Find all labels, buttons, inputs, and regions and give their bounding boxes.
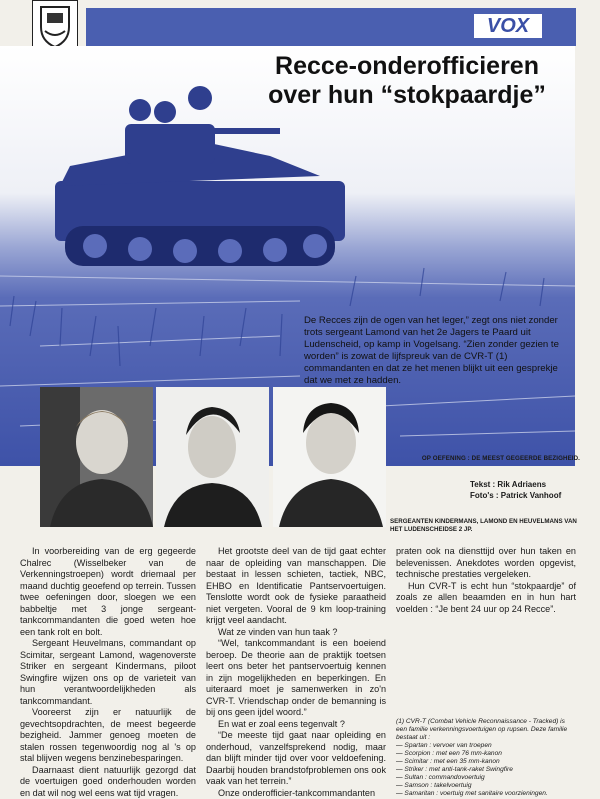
paragraph: “De meeste tijd gaat naar opleiding en onderhoud, vanzelfsprekend nodig, maar dan blijft minder tijd over voor veldoefening. Daarbij houden brandstofproblemen ons ook vaak van het terrein.” [206,730,386,788]
list-item: — Scimitar : met een 35 mm-kanon [396,758,576,766]
paragraph: Het grootste deel van de tijd gaat echter naar de opleiding van manschappen. Die bestaat in lessen schieten, tactiek, NBC, EHBO en Identificatie Pantservoertuigen. Tenslotte wordt ook de fysieke paraatheid niet vergeten. Vooral de 9 km loop-training krijgt veel aandacht. [206,546,386,627]
paragraph: Onze onderofficier-tankcommandanten [206,788,386,799]
headline-line-2: over hun “stokpaardje” [242,81,572,110]
intro-paragraph: De Recces zijn de ogen van het leger,” zegt ons niet zonder trots sergeant Lamond van het 2e Jagers te Paard uit Ludenscheid, op kamp in Vogelsang. “Zien zonder gezien te worden” is zowat de lijfspreuk van de CVR-T (1) commandanten en dat ze het menen blijkt uit een gesprekje dat we met ze hadden. [304,315,564,387]
vox-logo: VOX [474,14,542,38]
article-column-1 [20,546,196,799]
paragraph: En wat er zoal eens tegenvalt ? [206,719,386,731]
list-item: — Spartan : vervoer van troepen [396,742,576,750]
paragraph: Daarnaast dient natuurlijk gezorgd dat de voertuigen goed onderhouden worden en dat wil nog wel eens wat tijd vragen. [20,765,196,799]
credits [470,479,580,501]
list-item: — Samson : takelvoertuig [396,782,576,790]
headline [242,52,572,110]
portrait-photo-heuvelmans [273,387,386,527]
paragraph: “Wel, tankcommandant is een boeiend beroep. De theorie aan de praktijk toetsen leert ons beter het pantservoertuig kennen in zijn mogelijkheden en beperkingen. En uiteraard moet je samenwerken in zo'n CVR-T. Vriendschap onder de bemanning is bij ons geen ijdel woord.” [206,638,386,719]
headline-line-1: Recce-onderofficieren [242,52,572,81]
paragraph: Hun CVR-T is echt hun “stokpaardje” of zoals ze allen beaamden en in hun hart voelden : “Je bent 24 uur op 24 Recce”. [396,581,576,616]
list-item: — Striker : met anti-tank-raket Swingfire [396,766,576,774]
article-column-3 [396,546,576,615]
paragraph: Sergeant Heuvelmans, commandant op Scimitar, sergeant Lamond, wagenoverste Striker en sergeant Kindermans, piloot Swingfire wijzen ons op de varieteit van hun verantwoordelijkheden als tankcommandant. [20,638,196,707]
portrait-photo-lamond [156,387,269,527]
footnote-intro: (1) CVR-T (Combat Vehicle Reconnaissance - Tracked) is een familie verkenningsvoertuigen op rupsen. Deze familie bestaat uit : [396,718,576,742]
paragraph: praten ook na diensttijd over hun taken en belevenissen. Anekdotes worden opgevist, technische prestaties vergeleken. [396,546,576,581]
portrait-caption: SERGEANTEN KINDERMANS, LAMOND EN HEUVELMANS VAN HET LUDENSCHEIDSE 2 JP. [390,518,580,534]
paragraph: Vooreerst zijn er natuurlijk de gevechtsopdrachten, de meest begeerde bezigheid. Jammer genoeg moeten de stalen rossen tegenwoordig nog al 's op stal blijven wegens benzinebesparingen. [20,707,196,765]
list-item: — Sultan : commandovoertuig [396,774,576,782]
article-column-2 [206,546,386,799]
paragraph: In voorbereiding van de erg gegeerde Chalrec (Wisselbeker van de Verkenningstroepen) wordt driemaal per maand duchtig geoefend op terrein. Tussen twee oefeningen door, sloegen we een babbeltje met 3 jonge sergeant-tankcommandanten die goed weten hoe een tank rolt en bolt. [20,546,196,638]
footnote [396,718,576,798]
paragraph: Wat ze vinden van hun taak ? [206,627,386,639]
portrait-photo-kindermans [40,387,153,527]
list-item: — Samaritan : voertuig met sanitaire voorzieningen. [396,790,576,798]
list-item: — Scorpion : met een 76 mm-kanon [396,750,576,758]
credits-photos: Foto's : Patrick Vanhoof [470,490,580,501]
footnote-list [396,742,576,798]
photo-caption: OP OEFENING : DE MEEST GEGEERDE BEZIGHEID. [390,455,580,462]
credits-text: Tekst : Rik Adriaens [470,479,580,490]
unit-crest-emblem [32,0,78,50]
